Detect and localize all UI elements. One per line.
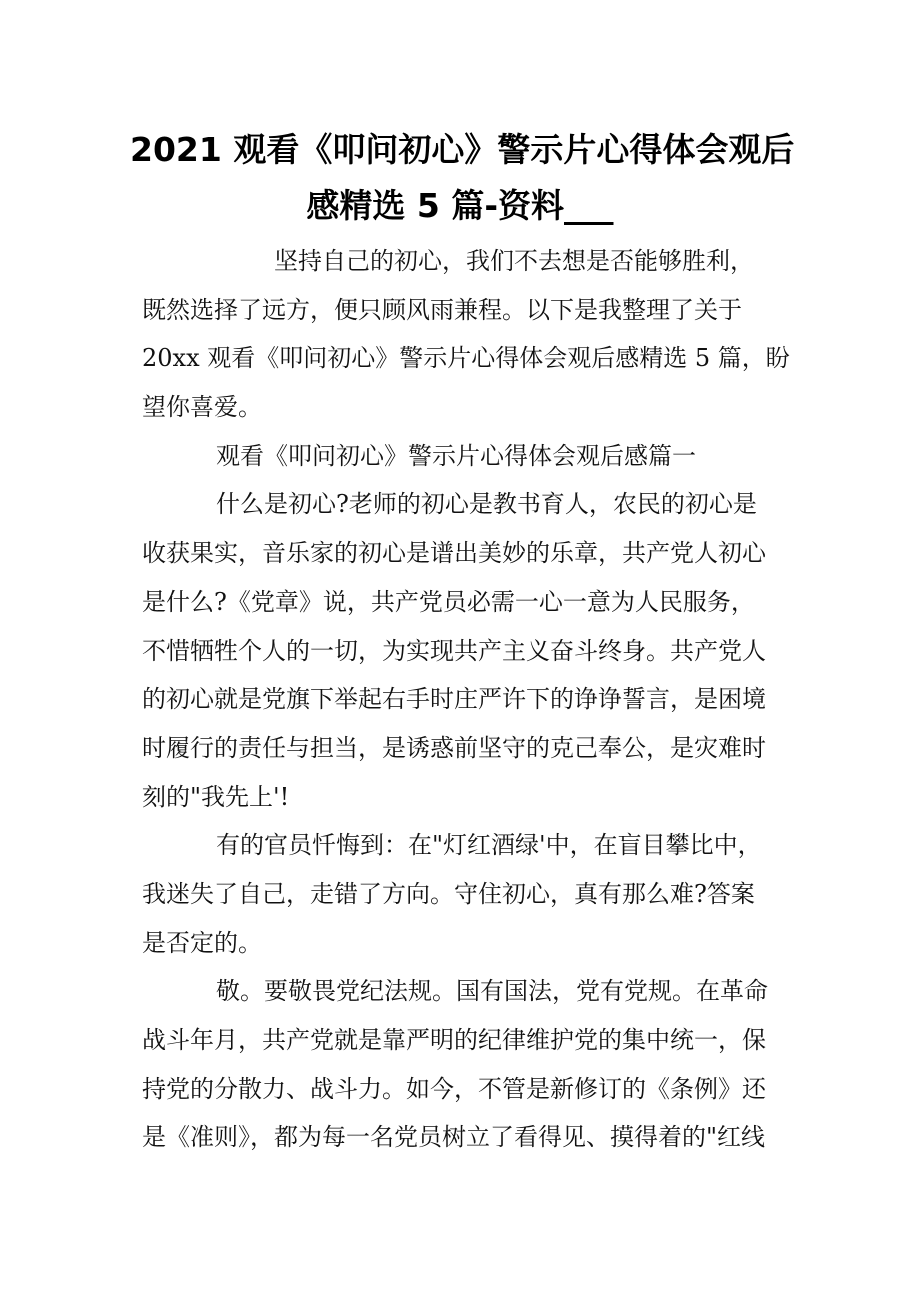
section-heading: 观看《叩问初心》警示片心得体会观后感篇一 [216, 441, 696, 470]
paragraph-line: 望你喜爱。 [142, 393, 262, 422]
paragraph-line: 战斗年月，共产党就是靠严明的纪律维护党的集中统一，保 [142, 1026, 766, 1054]
paragraph-line: 我迷失了自己，走错了方向。守住初心，真有那么难?答案 [142, 879, 755, 908]
document-title-line-1: 2021 观看《叩问初心》警示片心得体会观后 [130, 130, 795, 169]
paragraph-line: 持党的分散力、战斗力。如今，不管是新修订的《条例》还 [142, 1074, 766, 1103]
paragraph-line: 刻的"我先上'! [142, 782, 290, 811]
paragraph-line: 不惜牺牲个人的一切，为实现共产主义奋斗终身。共产党人 [142, 636, 766, 665]
paragraph-line: 20xx 观看《叩问初心》警示片心得体会观后感精选 5 篇，盼 [142, 344, 790, 373]
paragraph-line: 有的官员忏悔到：在"灯红酒绿'中，在盲目攀比中， [216, 831, 762, 860]
paragraph-line: 既然选择了远方，便只顾风雨兼程。以下是我整理了关于 [142, 295, 742, 324]
paragraph-line: 坚持自己的初心，我们不去想是否能够胜利， [274, 247, 754, 275]
paragraph-line: 是《准则》，都为每一名党员树立了看得见、摸得着的"红线 [142, 1123, 766, 1152]
paragraph-line: 敬。要敬畏党纪法规。国有国法，党有党规。在革命 [216, 977, 768, 1006]
document-title-line-2: 感精选 5 篇-资料___ [306, 186, 614, 225]
paragraph-line: 是否定的。 [142, 928, 262, 957]
paragraph-line: 的初心就是党旗下举起右手时庄严许下的诤诤誓言，是困境 [142, 685, 766, 714]
paragraph-line: 收获果实，音乐家的初心是谱出美妙的乐章，共产党人初心 [142, 539, 766, 568]
document-body [142, 237, 790, 1162]
paragraph-line: 时履行的责任与担当，是诱惑前坚守的克己奉公，是灾难时 [142, 733, 766, 762]
paragraph-line: 什么是初心?老师的初心是教书育人，农民的初心是 [216, 490, 757, 519]
paragraph-line: 是什么?《党章》说，共产党员必需一心一意为人民服务， [142, 587, 755, 616]
